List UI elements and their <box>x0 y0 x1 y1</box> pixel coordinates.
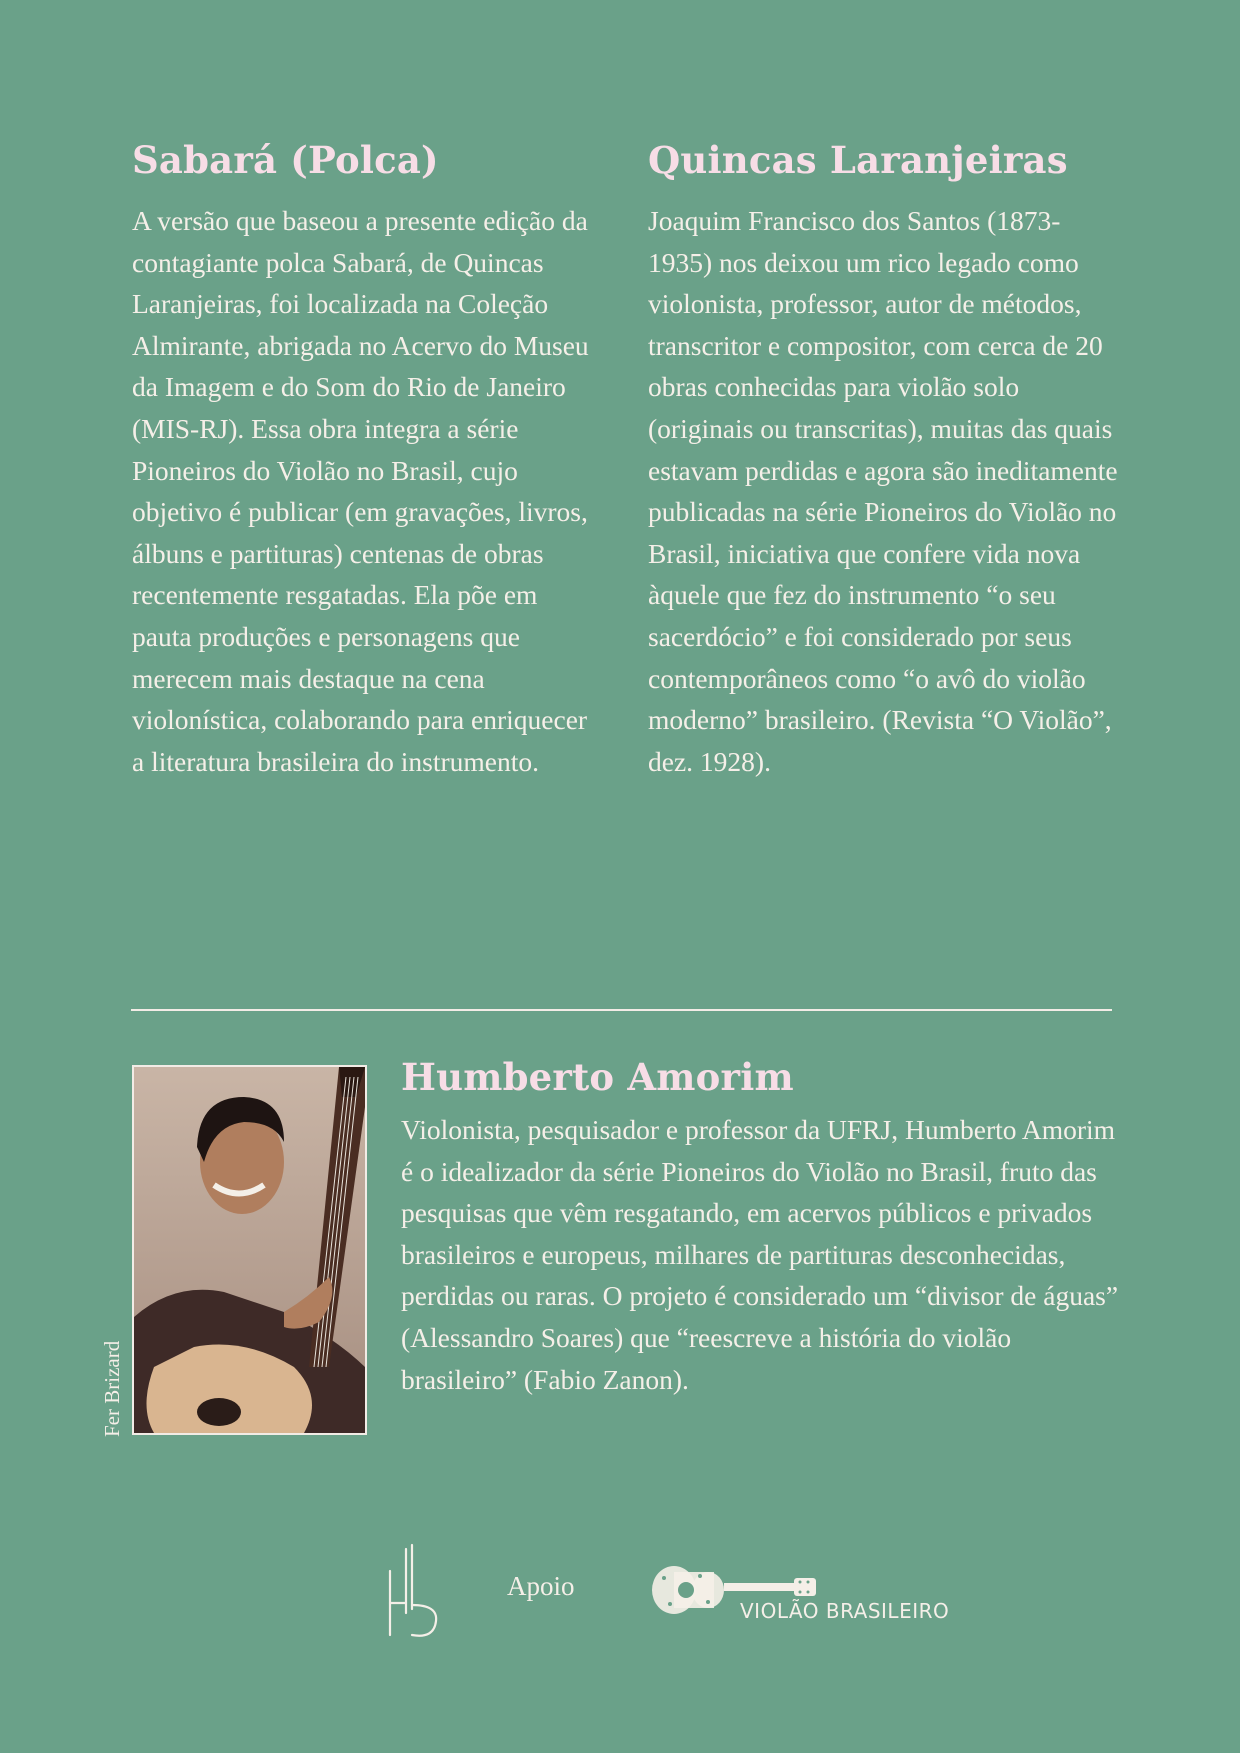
bio-title: Humberto Amorim <box>401 1055 794 1099</box>
polca-title: Sabará (Polca) <box>132 138 439 182</box>
section-divider <box>131 1009 1112 1011</box>
composer-title: Quincas Laranjeiras <box>648 138 1068 182</box>
guitarist-portrait-icon <box>134 1067 365 1433</box>
polca-section <box>132 138 602 782</box>
sponsor-logo-text: VIOLÃO BRASILEIRO <box>740 1599 950 1623</box>
hb-monogram-icon <box>384 1543 440 1648</box>
bio-description: Violonista, pesquisador e professor da UFRJ, Humberto Amorim é o idealizador da série Pioneiros do Violão no Brasil, fruto das pesquisas que vêm resgatando, em acervos públicos e privados brasileiros e europeus, milhares de partituras desconhecidas, perdidas ou raras. O projeto é considerado um “divisor de águas” (Alessandro Soares) que “reescreve a história do violão brasileiro” (Fabio Zanon). <box>401 1114 1119 1395</box>
support-label: Apoio <box>507 1571 575 1601</box>
composer-description: Joaquim Francisco dos Santos (1873-1935) nos deixou um rico legado como violonista, professor, autor de métodos, transcritor e compositor, com cerca de 20 obras conhecidas para violão solo (originais ou transcritas), muitas das quais estavam perdidas e agora são ineditamente publicadas na série Pioneiros do Violão no Brasil, iniciativa que confere vida nova àquele que fez do instrumento “o seu sacerdócio” e foi considerado por seus contemporâneos como “o avô do violão moderno” brasileiro. (Revista “O Violão”, dez. 1928). <box>648 205 1118 777</box>
composer-section <box>648 138 1123 782</box>
violao-brasileiro-logo <box>650 1552 950 1637</box>
bio-section <box>401 1055 1121 1400</box>
photo-credit: Fer Brizard <box>100 1340 124 1437</box>
polca-description: A versão que baseou a presente edição da contagiante polca Sabará, de Quincas Laranjeiras, foi localizada na Coleção Almirante, abrigada no Acervo do Museu da Imagem e do Som do Rio de Janeiro (MIS-RJ). Essa obra integra a série Pioneiros do Violão no Brasil, cujo objetivo é publicar (em gravações, livros, álbuns e partituras) centenas de obras recentemente resgatadas. Ela põe em pauta produções e personagens que merecem mais destaque na cena violonística, colaborando para enriquecer a literatura brasileira do instrumento. <box>132 205 589 777</box>
author-photo <box>132 1065 367 1435</box>
